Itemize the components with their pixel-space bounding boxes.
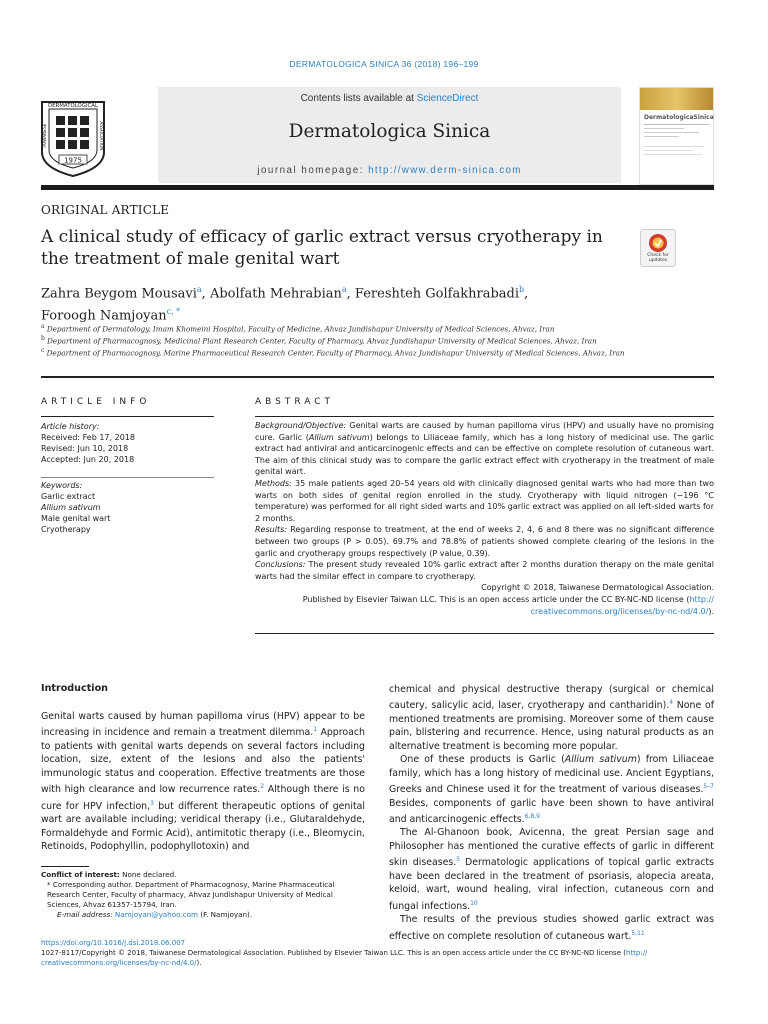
- license-text: Published by Elsevier Taiwan LLC. This is an open access article under the CC BY-NC-ND license (: [302, 594, 690, 604]
- affiliation-mark: c: [41, 347, 45, 354]
- license-link[interactable]: http://: [689, 594, 714, 604]
- affiliation-text: Department of Pharmacognosy, Medicinal Plant Research Center, Faculty of Pharmacy, Ahvaz Jundishapur University of Medical Sciences, Ahvaz, Iran: [47, 336, 597, 346]
- footnote-rule: [41, 866, 89, 867]
- abstract-text: Regarding response to treatment, at the end of weeks 2, 4, 6 and 8 there was no significant difference between two groups (P > 0.05). 69.7% and 78.8% of patients showed complete clearing of the lesions in the garlic and cryotherapy groups respectively (P value, 0.39).: [255, 525, 714, 558]
- article-history: [41, 421, 214, 465]
- body-text: Besides, components of garlic have been shown to have antiviral and anticarcinogenic effects.: [389, 797, 714, 826]
- conflict-text: None declared.: [119, 870, 177, 879]
- citation-link[interactable]: 6,8,9: [524, 812, 540, 820]
- author-name[interactable]: Zahra Beygom Mousavi: [41, 286, 197, 302]
- abstract-license: [255, 594, 714, 617]
- journal-reference: DERMATOLOGICA SINICA 36 (2018) 196–199: [289, 59, 479, 69]
- check-for-updates-badge[interactable]: [640, 229, 676, 267]
- affiliation-mark: a: [41, 323, 45, 330]
- footnotes: [41, 870, 365, 920]
- body-text: One of these products is Garlic (: [400, 754, 565, 766]
- intro-paragraph-3: [389, 753, 714, 826]
- affiliation-mark: b: [41, 335, 45, 342]
- body-text: Approach to patients with genital warts depends on several factors including location, size, extent of the lesions and also the patients' immunologic status and cooperation. Effective treatments are those with high clearance and low recurrence rates.: [41, 727, 365, 796]
- citation-link[interactable]: 5,11: [631, 929, 645, 937]
- author-separator: ,: [346, 286, 355, 302]
- email-line: [41, 910, 365, 920]
- citation-link[interactable]: 2: [260, 783, 265, 791]
- journal-name: Dermatologica Sinica: [288, 121, 491, 142]
- abstract-text: Genital warts are caused by human papilloma virus (HPV) and usually have no promising cure. Garlic (: [255, 421, 714, 442]
- species-name: Allium sativum: [564, 754, 637, 766]
- homepage-prefix: journal homepage:: [257, 165, 369, 176]
- abstract-text: The present study revealed 10% garlic extract after 2 months duration therapy on the male genital warts had the similar effect in compare to cryotherapy.: [255, 560, 714, 581]
- body-text: The results of the previous studies showed garlic extract was effective on complete resolution of cutaneous wart.: [389, 914, 714, 942]
- species-name: Allium sativum: [308, 432, 370, 442]
- right-column: [389, 683, 714, 943]
- affiliation-text: Department of Pharmacognosy, Marine Pharmaceutical Research Center, Faculty of Pharmacy, Ahvaz Jundishapur University of Medical Sciences, Ahvaz, Iran: [46, 348, 625, 358]
- abstract-heading: ABSTRACT: [255, 397, 335, 407]
- affiliation-b: [41, 334, 681, 346]
- citation-link[interactable]: 5: [456, 856, 461, 864]
- email-suffix: (F. Namjoyan).: [198, 910, 253, 919]
- citation-link[interactable]: 1: [313, 726, 318, 734]
- contents-line: [158, 93, 621, 104]
- doi-link[interactable]: https://doi.org/10.1016/j.dsi.2018.06.007: [41, 939, 186, 947]
- email-link[interactable]: Namjoyan@yahoo.com: [114, 910, 199, 919]
- license-link[interactable]: creativecommons.org/licenses/by-nc-nd/4.0/: [530, 606, 709, 616]
- intro-paragraph-1: [41, 710, 365, 853]
- history-received: Received: Feb 17, 2018: [41, 433, 135, 442]
- affiliation-a: [41, 322, 681, 334]
- abstract-copyright: Copyright © 2018, Taiwanese Dermatological Association.: [481, 583, 714, 593]
- body-text: ) from Liliaceae family, which has a long history of medicinal use. Ancient Egyptians, Greeks and Chinese used it for the treatment of various diseases.: [389, 754, 714, 796]
- logo-left-text: TAIWANESE: [43, 123, 48, 149]
- society-logo: [38, 96, 108, 178]
- abstract-background: [255, 420, 714, 478]
- keyword: Male genital wart: [41, 514, 111, 523]
- conflict-of-interest: [41, 870, 365, 880]
- author-affiliation-mark[interactable]: b: [519, 285, 525, 294]
- methods-label: Methods:: [255, 478, 292, 488]
- author-affiliation-mark[interactable]: c, *: [166, 307, 181, 317]
- body-text: The Al-Ghanoon book, Avicenna, the great Persian sage and Philosopher has mentioned the curative effects of garlic in different skin diseases.: [389, 827, 714, 869]
- license-text: ).: [708, 606, 714, 616]
- logo-year: 1975: [64, 156, 82, 165]
- license-text: ).: [196, 959, 202, 967]
- abstract-body: [255, 420, 714, 617]
- journal-cover-thumbnail: [639, 87, 714, 185]
- article-type: ORIGINAL ARTICLE: [41, 203, 170, 217]
- article-title: A clinical study of efficacy of garlic extract versus cryotherapy in the treatment of male genital wart: [41, 227, 603, 269]
- journal-homepage-line: [158, 165, 621, 176]
- author-name[interactable]: Abolfath Mehrabian: [209, 286, 342, 302]
- citation-link[interactable]: 10: [470, 899, 478, 907]
- background-label: Background/Objective:: [255, 421, 347, 430]
- results-label: Results:: [255, 525, 287, 535]
- keywords-block: [41, 480, 214, 535]
- page-bottom: [41, 938, 714, 968]
- affiliation-c: [41, 346, 626, 358]
- license-link[interactable]: http://: [625, 949, 648, 957]
- abstract-methods: [255, 478, 714, 524]
- keywords-label: Keywords:: [41, 481, 83, 490]
- logo-top-text: DERMATOLOGICAL: [47, 103, 99, 109]
- conflict-label: Conflict of interest:: [41, 870, 120, 879]
- citation-link[interactable]: 5–7: [703, 782, 714, 790]
- header-thick-rule: [41, 185, 714, 190]
- issn-copyright-line: [41, 948, 714, 968]
- author-affiliation-mark[interactable]: a: [341, 285, 347, 294]
- keyword: Garlic extract: [41, 492, 96, 501]
- body-text: Genital warts caused by human papilloma virus (HPV) appear to be increasing in incidence and remain a treatment dilemma.: [41, 711, 365, 739]
- body-text: chemical and physical destructive therapy (surgical or chemical cautery, salicylic acid, laser, cryotherapy and cantharidin).: [389, 684, 714, 712]
- body-text: Although there is no cure for HPV infection,: [41, 784, 365, 812]
- sciencedirect-link[interactable]: ScienceDirect: [416, 93, 479, 104]
- keyword: Cryotherapy: [41, 525, 91, 534]
- homepage-link[interactable]: http://www.derm-sinica.com: [368, 165, 522, 176]
- license-link[interactable]: creativecommons.org/licenses/by-nc-nd/4.0/: [41, 959, 197, 967]
- abstract-results: [255, 524, 714, 559]
- affiliation-text: Department of Dermatology, Imam Khomeini Hospital, Faculty of Medicine, Ahvaz Jundishapur University of Medical Sciences, Ahvaz, Iran: [46, 324, 555, 334]
- contents-prefix: Contents lists available at: [300, 93, 417, 104]
- history-label: Article history:: [41, 422, 100, 431]
- check-for-updates-label: Check for updates: [647, 253, 669, 263]
- logo-right-text: ASSOCIATION: [98, 121, 103, 151]
- intro-paragraph-4: [389, 826, 714, 913]
- abstract-rule: [255, 416, 714, 417]
- issn-text: 1027-8117/Copyright © 2018, Taiwanese Dermatological Association. Published by Elsevier Taiwan LLC. This is an open access article under the CC BY-NC-ND license (: [41, 949, 626, 957]
- author-separator: ,: [524, 286, 529, 302]
- history-revised: Revised: Jun 10, 2018: [41, 444, 129, 453]
- keyword: Allium sativum: [41, 503, 101, 512]
- keywords-rule: [41, 477, 214, 478]
- corresponding-author-note: * Corresponding author. Department of Pharmacognosy, Marine Pharmaceutical Research Center, Faculty of pharmacy, Ahvaz Jundishapur University of Medical Sciences, Ahvaz 61357-15794, Iran.: [47, 880, 335, 909]
- citation-link[interactable]: 4: [669, 699, 674, 707]
- conclusions-label: Conclusions:: [255, 560, 306, 570]
- intro-paragraph-2: [389, 683, 714, 753]
- history-accepted: Accepted: Jun 20, 2018: [41, 455, 135, 464]
- abstract-conclusions: [255, 559, 714, 582]
- cover-title: DermatologicaSinica: [644, 114, 714, 121]
- author-name[interactable]: Fereshteh Golfakhrabadi: [354, 286, 519, 302]
- header-bottom-rule: [41, 376, 714, 378]
- email-label: E-mail address:: [57, 910, 115, 919]
- abstract-text: ) belongs to Liliaceae family, which has a long history of medicinal use. The garlic extract had antiviral and anticarcinogenic effects and can be effective on complete resolution of cutaneous wart. The aim of this clinical study was to compare the garlic extract effect with cryotherapy in the treatment of male genital wart.: [255, 432, 714, 477]
- article-info-rule: [41, 416, 214, 417]
- article-info-heading: ARTICLE INFO: [41, 397, 151, 407]
- citation-link[interactable]: 3: [150, 799, 154, 807]
- abstract-bottom-rule: [255, 633, 714, 634]
- body-text: None of mentioned treatments are promising. Moreover some of them cause pain, blistering and recurrence. Hence, using natural products as an alternative treatment is becoming more popular.: [389, 700, 714, 752]
- body-text: but different therapeutic options of genital wart are available including; veridical therapy (i.e., Glutaraldehyde, Formaldehyde and Formic Acid), antimitotic therapy (i.e., Bleomycin, Retinoids, Podophyllin, podophyllotoxin) and: [41, 800, 366, 853]
- author-affiliation-mark[interactable]: a: [196, 285, 202, 294]
- author-separator: ,: [201, 286, 210, 302]
- abstract-text: 35 male patients aged 20–54 years old with clinically diagnosed genital warts who had more than two warts on both sides of genital region enrolled in the study. Cryotherapy with liquid nitrogen (−196 °C temperature) was performed for all right sided warts and 10% garlic extract was applied on all left-sided warts for 2 months.: [255, 478, 714, 523]
- introduction-heading: Introduction: [41, 683, 108, 694]
- body-text: Dermatologic applications of topical garlic extracts have been declared in the treatment of psoriasis, alopecia areata, keloid, wart, wound healing, viral infection, cutaneous corn and fungal infections.: [389, 857, 714, 912]
- author-list: [41, 281, 661, 326]
- author-name[interactable]: Foroogh Namjoyan: [41, 308, 167, 324]
